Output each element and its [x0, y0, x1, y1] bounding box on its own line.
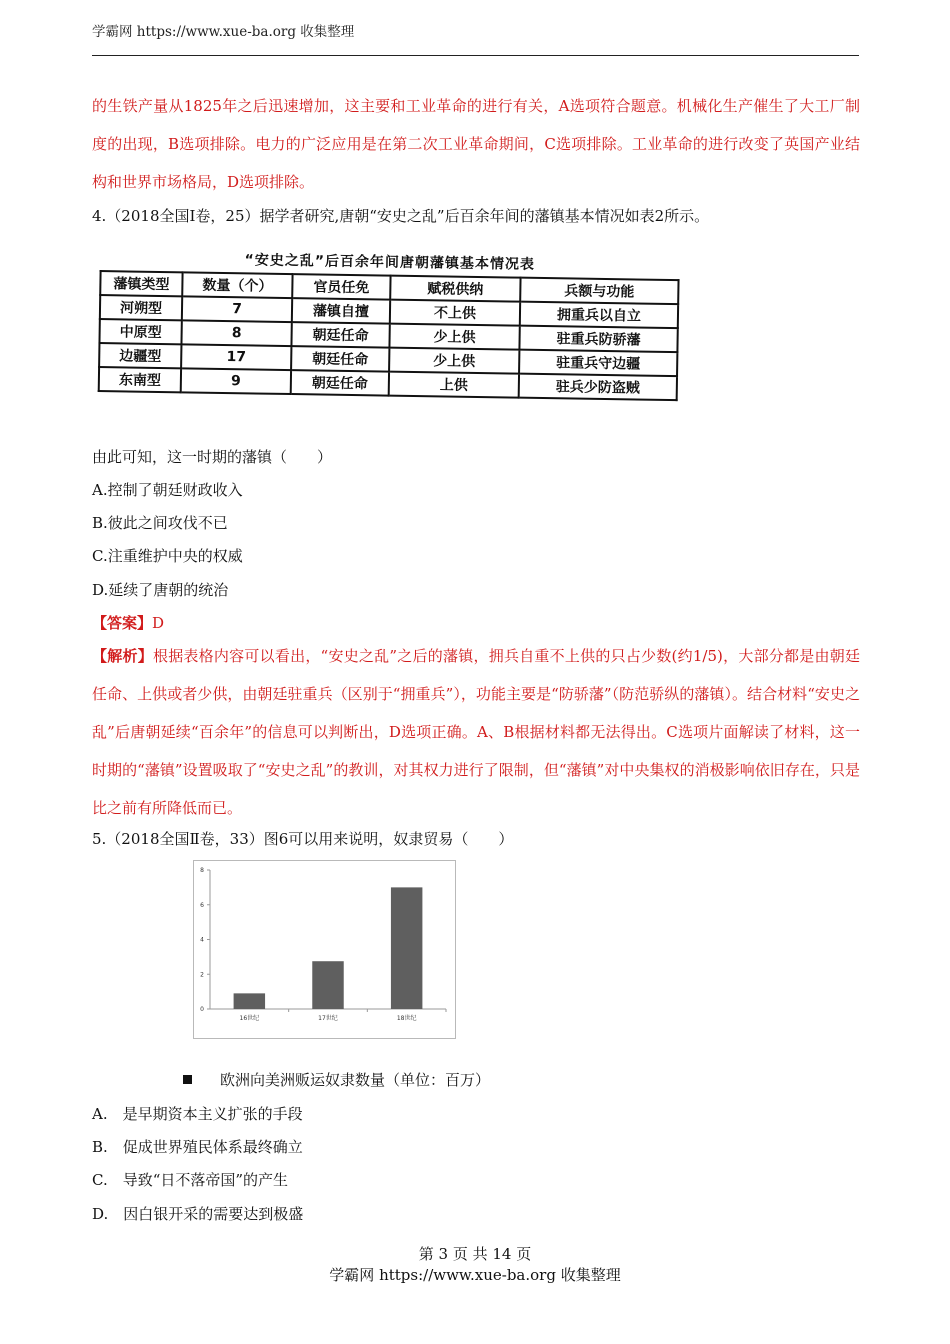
table-cell: 驻重兵防骄藩: [519, 326, 677, 352]
answer-value: D: [152, 614, 165, 632]
analysis-label: 【解析】: [92, 647, 153, 665]
y-tick-label: 4: [200, 936, 204, 944]
table-cell: 东南型: [99, 367, 181, 392]
table-cell: 朝廷任命: [291, 346, 389, 372]
table-cell: 驻重兵守边疆: [519, 350, 677, 376]
q5-option-a: A. 是早期资本主义扩张的手段: [92, 1105, 303, 1123]
y-tick-label: 2: [200, 971, 204, 979]
header-rule: [92, 55, 859, 56]
answer-label: 【答案】: [92, 614, 153, 632]
y-tick-label: 6: [200, 901, 204, 909]
q5-bar-chart: [193, 860, 456, 1039]
bar-3: [391, 887, 422, 1009]
q4-option-c: C.注重维护中央的权威: [92, 547, 243, 565]
q4-option-d: D.延续了唐朝的统治: [92, 581, 229, 599]
table-header-cell: 兵额与功能: [520, 278, 678, 304]
table-cell: 藩镇自擅: [292, 298, 390, 324]
q4-table-title: “安史之乱”后百余年间唐朝藩镇基本情况表: [244, 252, 536, 273]
q5-option-d: D. 因白银开采的需要达到极盛: [92, 1205, 304, 1223]
table-cell: 拥重兵以自立: [520, 302, 678, 328]
page-header: 学霸网 https://www.xue-ba.org 收集整理: [92, 24, 355, 40]
y-tick-label: 0: [200, 1006, 204, 1013]
table-cell: 9: [181, 368, 291, 394]
q5-option-c: C. 导致“日不落帝国”的产生: [92, 1171, 289, 1189]
table-cell: 上供: [389, 372, 519, 398]
analysis-text: 根据表格内容可以看出，“安史之乱”之后的藩镇，拥兵自重不上供的只占少数(约1/5)，大部分都是由朝廷任命、上供或者少供，由朝廷驻重兵（区别于“拥重兵”），功能主要是“防骄藩”（防范骄纵的藩镇）。结合材料“安史之乱”后唐朝延续“百余年”的信息可以判断出，D选项正确。A、B根据材料都无法得出。C选项片面解读了材料，这一时期的“藩镇”设置吸取了“安史之乱”的教训，对其权力进行了限制，但“藩镇”对中央集权的消极影响依旧存在，只是比之前有所降低而已。: [92, 647, 860, 817]
y-tick-label: 8: [200, 867, 204, 874]
bar-2: [312, 961, 343, 1009]
table-cell: 少上供: [389, 348, 519, 374]
table-cell: 不上供: [390, 300, 520, 326]
q4-question: 由此可知，这一时期的藩镇（ ）: [92, 448, 333, 466]
table-cell: 河朔型: [100, 295, 182, 320]
footer-site: 学霸网 https://www.xue-ba.org 收集整理: [329, 1266, 621, 1284]
table-cell: 17: [181, 344, 291, 370]
legend-label: 欧洲向美洲贩运奴隶数量（单位：百万）: [220, 1071, 491, 1089]
table-cell: 驻兵少防盗贼: [519, 374, 677, 400]
x-tick-label: 17世纪: [318, 1015, 338, 1022]
legend-square-icon: [183, 1075, 192, 1084]
table-header-cell: 数量（个）: [182, 272, 292, 298]
q5-option-b: B. 促成世界殖民体系最终确立: [92, 1138, 303, 1156]
chart-legend: [183, 1069, 490, 1090]
q4-table: [98, 270, 680, 401]
q4-analysis: [92, 637, 860, 827]
table-header-cell: 赋税供纳: [390, 276, 520, 302]
bar-1: [234, 993, 265, 1009]
table-cell: 朝廷任命: [291, 370, 389, 396]
q4-option-b: B.彼此之间攻伐不已: [92, 514, 228, 532]
x-tick-label: 18世纪: [396, 1015, 417, 1022]
table-cell: 朝廷任命: [291, 322, 389, 348]
x-tick-label: 16世纪: [239, 1015, 260, 1022]
chart-svg: [194, 861, 455, 1038]
q4-stem: 4.（2018全国Ⅰ卷，25）据学者研究,唐朝“安史之乱”后百余年间的藩镇基本情况如表2所示。: [92, 207, 710, 225]
table-cell: 7: [182, 296, 292, 322]
table-cell: 8: [181, 320, 291, 346]
footer-page-number: 第 3 页 共 14 页: [418, 1245, 532, 1263]
q5-stem: 5.（2018全国Ⅱ卷，33）图6可以用来说明，奴隶贸易（ ）: [92, 830, 514, 848]
q4-table-figure: [95, 246, 682, 425]
q3-explanation: 的生铁产量从1825年之后迅速增加，这主要和工业革命的进行有关，A选项符合题意。机械化生产催生了大工厂制度的出现，B选项排除。电力的广泛应用是在第二次工业革命期间，C选项排除。工业革命的进行改变了英国产业结构和世界市场格局，D选项排除。: [92, 97, 860, 191]
table-header-cell: 藩镇类型: [100, 271, 182, 296]
q4-answer: [92, 613, 164, 633]
table-cell: 少上供: [389, 324, 519, 350]
table-header-cell: 官员任免: [292, 274, 390, 300]
table-cell: 边疆型: [99, 343, 181, 368]
table-cell: 中原型: [99, 319, 181, 344]
q4-option-a: A.控制了朝廷财政收入: [92, 481, 243, 499]
